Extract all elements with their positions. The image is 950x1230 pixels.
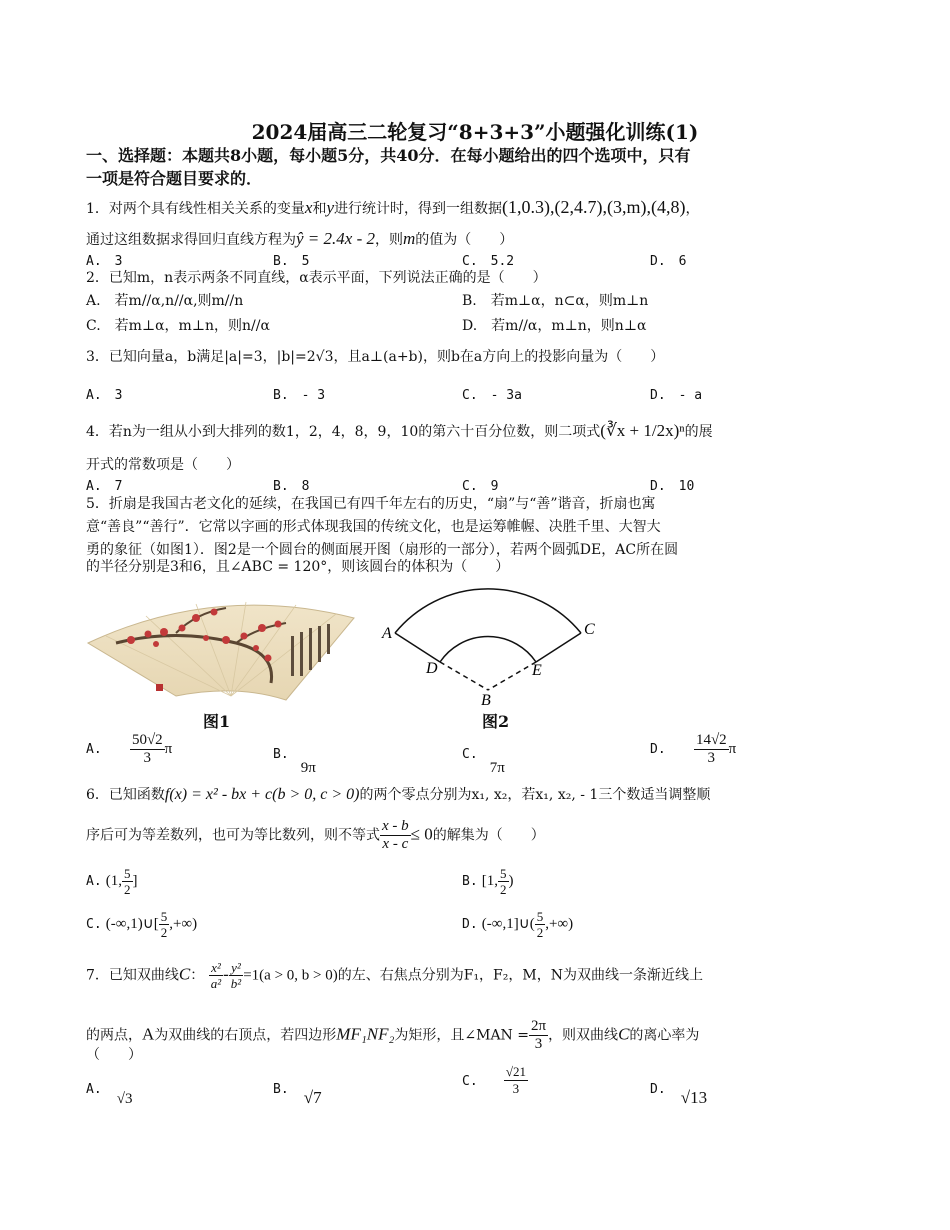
- q5-line3: 勇的象征（如图1）．图2是一个圆台的侧面展开图（扇形的一部分），若两个圆弧DE，AC所在圆: [86, 542, 679, 558]
- sector-diagram-figure: [370, 576, 610, 708]
- q7-option-d[interactable]: D. √13: [650, 1082, 708, 1107]
- point-a-label: A: [382, 625, 392, 642]
- q3-stem: 3．已知向量a，b满足|a|=3，|b|=2√3，且a⊥(a+b)，则b在a方向上的投影向量为（ ）: [86, 349, 665, 365]
- q4-line2: 开式的常数项是（ ）: [86, 457, 240, 473]
- page-title: 2024届高三二轮复习“8+3+3”小题强化训练(1): [251, 120, 699, 144]
- q2-option-b[interactable]: B. 若m⊥α，n⊂α，则m⊥n: [462, 293, 649, 309]
- q7-option-a[interactable]: A. √3: [86, 1082, 133, 1107]
- q2-option-a[interactable]: A. 若m//α,n//α,则m//n: [86, 293, 244, 309]
- q2-option-d[interactable]: D. 若m//α，m⊥n，则n⊥α: [462, 318, 647, 334]
- q3-option-b[interactable]: B. - 3: [273, 388, 326, 403]
- q1-line2: 通过这组数据求得回归直线方程为ŷ = 2.4x - 2，则m的值为（ ）: [86, 229, 514, 248]
- q6-option-c[interactable]: C. (-∞,1)∪[ $\frac{5}{2}$ ,+∞): [86, 909, 198, 940]
- point-b-label: B: [481, 692, 491, 708]
- q1-option-a[interactable]: A. 3: [86, 254, 123, 269]
- section-heading-line1: 一、选择题：本题共8小题，每小题5分，共40分．在每小题给出的四个选项中，只有: [86, 146, 691, 165]
- q1-option-d[interactable]: D. 6: [650, 254, 687, 269]
- q4-option-a[interactable]: A. 7: [86, 479, 123, 494]
- q1-option-b[interactable]: B. 5: [273, 254, 310, 269]
- q7-line3: （ ）: [86, 1047, 142, 1063]
- q5-option-b[interactable]: B. 9π: [273, 747, 316, 776]
- fan-painting-figure: [86, 588, 356, 703]
- q4-option-d[interactable]: D. 10: [650, 479, 695, 494]
- q6-line2: 序后可为等差数列，也可为等比数列，则不等式 $\frac{x - b}{x - c}$ ≤ 0的解集为（ ）: [86, 818, 545, 852]
- q5-option-d[interactable]: D. $\frac{14√2}{3}$ π: [650, 732, 737, 766]
- q3-option-d[interactable]: D. - a: [650, 388, 703, 403]
- q4-option-c[interactable]: C. 9: [462, 479, 499, 494]
- q6-option-b[interactable]: B. [1, $\frac{5}{2}$ ): [462, 866, 514, 897]
- q7-line1: 7．已知双曲线C： $\frac{\text{x²}}{\text{a²}}$ - $\frac{\text{y²}}{\text{b²}}$ =1(a > 0, b > 0)的左、右焦点分别为F₁，F₂，M，N为双曲线一条渐近线上: [86, 960, 703, 991]
- q7-option-b[interactable]: B. √7: [273, 1082, 322, 1107]
- q5-option-c[interactable]: C. 7π: [462, 747, 505, 776]
- q2-stem: 2．已知m，n表示两条不同直线，α表示平面，下列说法正确的是（ ）: [86, 270, 547, 286]
- regression-equation: ŷ = 2.4x - 2: [296, 229, 375, 248]
- section-heading-line2: 一项是符合题目要求的．: [86, 169, 263, 188]
- point-e-label: E: [532, 662, 542, 679]
- q5-option-a[interactable]: A. $\frac{50√2}{3}$ π: [86, 732, 173, 766]
- q4-line1: 4．若n为一组从小到大排列的数1，2，4，8，9，10的第六十百分位数，则二项式(∛x + 1/2x)ⁿ的展: [86, 421, 713, 440]
- q3-option-a[interactable]: A. 3: [86, 388, 123, 403]
- q6-option-d[interactable]: D. (-∞,1]∪( $\frac{5}{2}$ ,+∞): [462, 909, 574, 940]
- q5-line1: 5．折扇是我国古老文化的延续，在我国已有四千年左右的历史，“扇”与“善”谐音，折扇也寓: [86, 496, 656, 512]
- binomial-expression: (∛x + 1/2x)ⁿ: [600, 421, 685, 440]
- q7-line2: 的两点，A为双曲线的右顶点，若四边形MF₁NF₂为矩形，且∠MAN = $\frac{2\pi}{3}$ ，则双曲线C的离心率为: [86, 1018, 700, 1052]
- point-d-label: D: [426, 660, 438, 677]
- q3-option-c[interactable]: C. - 3a: [462, 388, 522, 403]
- q6-line1: 6．已知函数f(x) = x² - bx + c(b > 0, c > 0)的两个零点分别为x₁, x₂，若x₁, x₂, - 1三个数适当调整顺: [86, 786, 711, 803]
- figure1-caption: 图1: [203, 712, 231, 731]
- q1-line1: 1．对两个具有线性相关关系的变量x和y进行统计时，得到一组数据(1,0.3),(2,4.7),(3,m),(4,8)，: [86, 197, 700, 217]
- q7-option-c[interactable]: C. $\frac{√21}{3}$: [462, 1064, 526, 1096]
- q6-option-a[interactable]: A. (1, $\frac{5}{2}$ ]: [86, 866, 138, 897]
- q2-option-c[interactable]: C. 若m⊥α，m⊥n，则n//α: [86, 318, 270, 334]
- q5-line4: 的半径分别是3和6，且∠ABC = 120°，则该圆台的体积为（ ）: [86, 559, 510, 575]
- q4-option-b[interactable]: B. 8: [273, 479, 310, 494]
- point-c-label: C: [584, 621, 595, 638]
- function-definition: f(x) = x² - bx + c(b > 0, c > 0): [164, 786, 360, 803]
- q1-option-c[interactable]: C. 5.2: [462, 254, 515, 269]
- q5-line2: 意“善良”“善行”．它常以字画的形式体现我国的传统文化，也是运筹帷幄、决胜千里、大智大: [86, 519, 661, 535]
- figure2-caption: 图2: [482, 712, 510, 731]
